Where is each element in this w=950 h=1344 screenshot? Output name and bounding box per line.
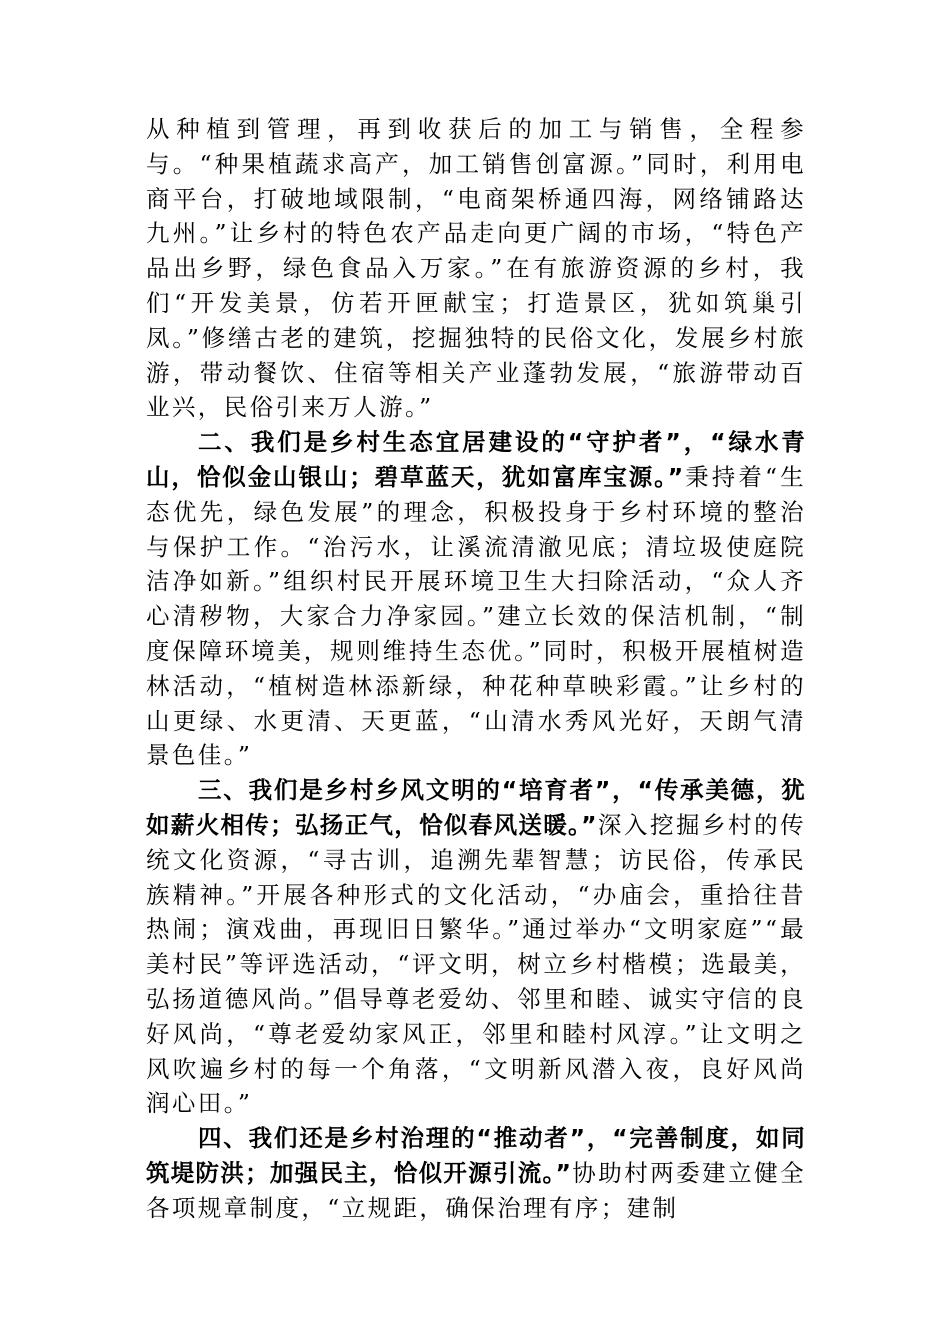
paragraph-section-three (146, 773, 806, 1121)
paragraph-1-body: 从种植到管理，再到收获后的加工与销售，全程参与。“种果植蔬求高产，加工销售创富源。”同时，利用电商平台，打破地域限制，“电商架桥通四海，网络铺路达九州。”让乡村的特色农产品走向更广阔的市场，“特色产品出乡野，绿色食品入万家。”在有旅游资源的乡村，我们“开发美景，仿若开匣献宝；打造景区，犹如筑巢引凤。”修缮古老的建筑，挖掘独特的民俗文化，发展乡村旅游，带动餐饮、住宿等相关产业蓬勃发展，“旅游带动百业兴，民俗引来万人游。” (146, 115, 806, 422)
section-two-heading: 二、我们是乡村生态宜居建设的“守护者”，“绿水青山，恰似金山银山；碧草蓝天，犹如富库宝源。” (146, 428, 806, 491)
paragraph-continuation (146, 112, 806, 425)
document-body (146, 112, 806, 1226)
section-three-heading: 三、我们是乡村乡风文明的“培育者”，“传承美德，犹如薪火相传；弘扬正气，恰似春风送暖。” (146, 776, 806, 839)
section-two-body: 秉持着“生态优先，绿色发展”的理念，积极投身于乡村环境的整治与保护工作。“治污水，让溪流清澈见底；清垃圾使庭院洁净如新。”组织村民开展环境卫生大扫除活动，“众人齐心清秽物，大家合力净家园。”建立长效的保洁机制，“制度保障环境美，规则维持生态优。”同时，积极开展植树造林活动，“植树造林添新绿，种花种草映彩霞。”让乡村的山更绿、水更清、天更蓝，“山清水秀风光好，天朗气清景色佳。” (146, 462, 806, 770)
section-three-body: 深入挖掘乡村的传统文化资源，“寻古训，追溯先辈智慧；访民俗，传承民族精神。”开展各种形式的文化活动，“办庙会，重拾往昔热闹；演戏曲，再现旧日繁华。”通过举办“文明家庭”“最美村民”等评选活动，“评文明，树立乡村楷模；选最美，弘扬道德风尚。”倡导尊老爱幼、邻里和睦、诚实守信的良好风尚，“尊老爱幼家风正，邻里和睦村风淳。”让文明之风吹遍乡村的每一个角落，“文明新风潜入夜，良好风尚润心田。” (146, 810, 806, 1118)
section-four-heading: 四、我们还是乡村治理的“推动者”，“完善制度，如同筑堤防洪；加强民主，恰似开源引流。” (146, 1124, 806, 1187)
paragraph-section-two (146, 425, 806, 773)
section-four-body: 协助村两委建立健全各项规章制度，“立规距，确保治理有序；建制 (146, 1158, 806, 1222)
paragraph-section-four (146, 1121, 806, 1225)
